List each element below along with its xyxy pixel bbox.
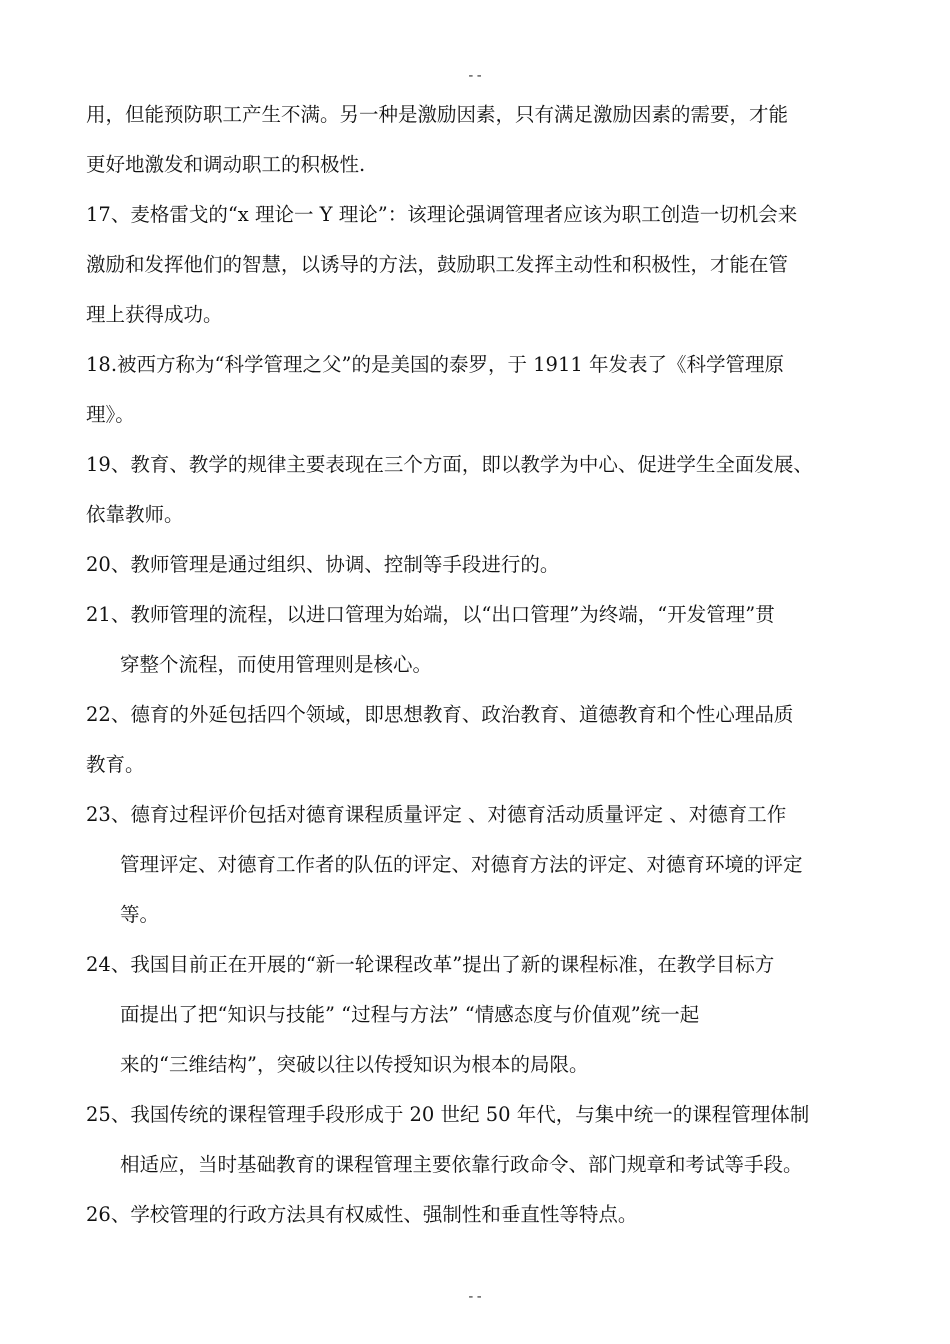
- item-17-line: 17、麦格雷戈的“x 理论一 Y 理论”：该理论强调管理者应该为职工创造一切机会来: [86, 203, 798, 226]
- text-line: 更好地激发和调动职工的积极性.: [86, 153, 366, 176]
- item-26-line: 26、学校管理的行政方法具有权威性、强制性和垂直性等特点。: [86, 1203, 638, 1226]
- item-24-line: 面提出了把“知识与技能” “过程与方法” “情感态度与价值观”统一起: [120, 1003, 700, 1026]
- item-22-line: 22、德育的外延包括四个领域，即思想教育、政治教育、道德教育和个性心理品质: [86, 703, 794, 726]
- top-page-marker: --: [466, 68, 484, 84]
- item-23-line: 管理评定、对德育工作者的队伍的评定、对德育方法的评定、对德育环境的评定: [120, 853, 803, 876]
- document-body: [86, 90, 890, 1240]
- item-20-line: 20、教师管理是通过组织、协调、控制等手段进行的。: [86, 553, 560, 576]
- item-23-line: 等。: [120, 903, 160, 926]
- item-19-line: 19、教育、教学的规律主要表现在三个方面，即以教学为中心、促进学生全面发展、: [86, 453, 813, 476]
- text-line: 用，但能预防职工产生不满。另一种是激励因素，只有满足激励因素的需要，才能: [86, 103, 789, 126]
- item-21-line: 穿整个流程，而使用管理则是核心。: [120, 653, 433, 676]
- item-17-line: 理上获得成功。: [86, 303, 223, 326]
- item-19-line: 依靠教师。: [86, 503, 184, 526]
- item-17-line: 激励和发挥他们的智慧，以诱导的方法，鼓励职工发挥主动性和积极性，才能在管: [86, 253, 789, 276]
- item-22-line: 教育。: [86, 753, 145, 776]
- item-23-line: 23、德育过程评价包括对德育课程质量评定 、对德育活动质量评定 、对德育工作: [86, 803, 787, 826]
- item-18-line: 理》。: [86, 403, 135, 426]
- item-24-line: 24、我国目前正在开展的“新一轮课程改革”提出了新的课程标准，在教学目标方: [86, 953, 775, 976]
- item-18-line: 18.被西方称为“科学管理之父”的是美国的泰罗，于 1911 年发表了《科学管理原: [86, 353, 784, 376]
- item-25-line: 相适应，当时基础教育的课程管理主要依靠行政命令、部门规章和考试等手段。: [120, 1153, 803, 1176]
- item-21-line: 21、教师管理的流程，以进口管理为始端，以“出口管理”为终端，“开发管理”贯: [86, 603, 775, 626]
- item-24-line: 来的“三维结构”，突破以往以传授知识为根本的局限。: [120, 1053, 589, 1076]
- bottom-page-marker: --: [466, 1289, 484, 1305]
- item-25-line: 25、我国传统的课程管理手段形成于 20 世纪 50 年代，与集中统一的课程管理体制: [86, 1103, 810, 1126]
